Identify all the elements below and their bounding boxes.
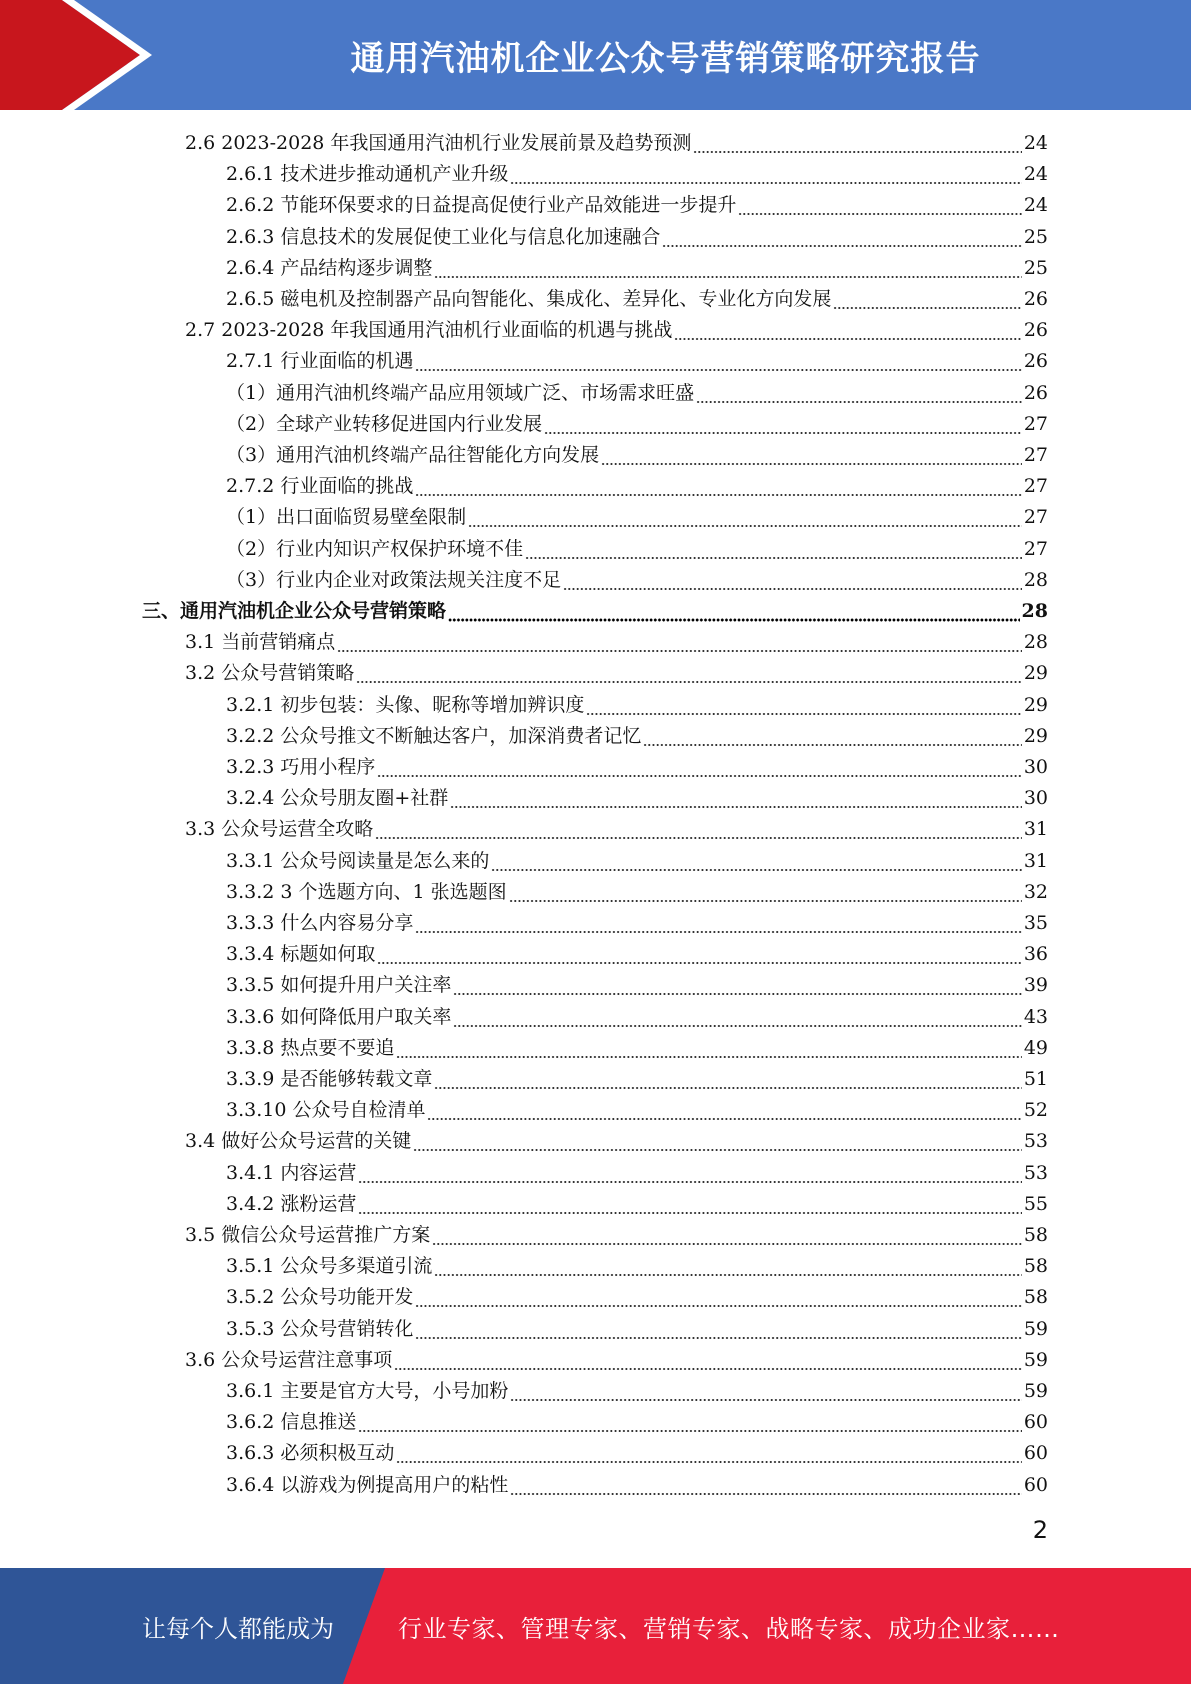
toc-entry[interactable] bbox=[185, 658, 1048, 689]
toc-entry[interactable] bbox=[226, 471, 1048, 502]
toc-entry-title: 3.6 公众号运营注意事项 bbox=[185, 1348, 393, 1371]
toc-dot-leader bbox=[434, 253, 1021, 284]
toc-dot-leader bbox=[358, 1407, 1021, 1438]
toc-entry-page: 59 bbox=[1023, 1380, 1048, 1402]
toc-entry-title: 2.6.4 产品结构逐步调整 bbox=[226, 256, 433, 279]
toc-dot-leader bbox=[377, 939, 1021, 970]
toc-entry[interactable] bbox=[226, 1002, 1048, 1033]
toc-entry[interactable] bbox=[226, 1033, 1048, 1064]
toc-dot-leader bbox=[510, 1470, 1021, 1501]
toc-entry-page: 27 bbox=[1023, 412, 1048, 435]
toc-entry-title: 3.3 公众号运营全攻略 bbox=[185, 818, 374, 841]
toc-dot-leader bbox=[434, 1251, 1021, 1282]
toc-dot-leader bbox=[833, 284, 1021, 315]
toc-entry-title: （1）出口面临贸易壁垒限制 bbox=[226, 506, 467, 529]
toc-entry-title: 2.7 2023-2028 年我国通用汽油机行业面临的机遇与挑战 bbox=[185, 319, 673, 342]
toc-entry[interactable] bbox=[226, 1376, 1048, 1407]
toc-entry-page: 32 bbox=[1023, 880, 1048, 903]
toc-entry-page: 52 bbox=[1023, 1099, 1048, 1122]
toc-entry-page: 28 bbox=[1023, 631, 1048, 654]
toc-entry-title: 3.5.2 公众号功能开发 bbox=[226, 1286, 414, 1309]
toc-entry[interactable] bbox=[226, 502, 1048, 533]
toc-dot-leader bbox=[432, 1220, 1022, 1251]
toc-entry[interactable] bbox=[226, 440, 1048, 471]
toc-entry-page: 27 bbox=[1023, 475, 1048, 498]
toc-entry-page: 24 bbox=[1023, 194, 1048, 217]
toc-entry[interactable] bbox=[226, 346, 1048, 377]
toc-dot-leader bbox=[601, 440, 1022, 471]
toc-entry-title: 3.4 做好公众号运营的关键 bbox=[185, 1130, 412, 1153]
toc-entry[interactable] bbox=[226, 1470, 1048, 1501]
toc-dot-leader bbox=[377, 752, 1021, 783]
toc-entry[interactable] bbox=[226, 378, 1048, 409]
toc-entry-title: 3.3.9 是否能够转载文章 bbox=[226, 1068, 433, 1090]
toc-entry-title: （3）行业内企业对政策法规关注度不足 bbox=[226, 568, 562, 591]
toc-entry-page: 60 bbox=[1023, 1411, 1048, 1434]
toc-dot-leader bbox=[427, 1095, 1021, 1126]
page-footer bbox=[0, 1568, 1191, 1684]
toc-entry-title: 2.7.1 行业面临的机遇 bbox=[226, 350, 414, 373]
toc-entry-title: 3.3.10 公众号自检清单 bbox=[226, 1099, 426, 1122]
toc-entry-page: 49 bbox=[1023, 1036, 1048, 1059]
toc-entry[interactable] bbox=[185, 814, 1048, 845]
toc-entry[interactable] bbox=[226, 409, 1048, 440]
toc-entry-page: 58 bbox=[1023, 1255, 1048, 1278]
toc-entry-page: 39 bbox=[1023, 974, 1048, 997]
toc-entry-page: 26 bbox=[1023, 288, 1048, 310]
toc-entry-page: 24 bbox=[1023, 163, 1048, 186]
page-number: 2 bbox=[1032, 1516, 1048, 1544]
toc-dot-leader bbox=[738, 190, 1021, 221]
toc-dot-leader bbox=[674, 315, 1021, 346]
toc-entry-page: 35 bbox=[1023, 912, 1048, 934]
toc-entry[interactable] bbox=[226, 1282, 1048, 1313]
toc-entry-title: 2.7.2 行业面临的挑战 bbox=[226, 475, 414, 498]
toc-entry-title: （2）全球产业转移促进国内行业发展 bbox=[226, 412, 543, 435]
toc-entry[interactable] bbox=[226, 1438, 1048, 1469]
toc-dot-leader bbox=[453, 1002, 1021, 1033]
toc-entry-title: 3.3.8 热点要不要追 bbox=[226, 1036, 395, 1059]
toc-entry[interactable] bbox=[142, 596, 1048, 627]
toc-dot-leader bbox=[415, 908, 1021, 939]
toc-entry-page: 55 bbox=[1023, 1192, 1048, 1215]
toc-entry-title: 3.3.4 标题如何取 bbox=[226, 943, 376, 966]
toc-dot-leader bbox=[510, 1376, 1021, 1407]
toc-entry-title: 3.5.1 公众号多渠道引流 bbox=[226, 1255, 433, 1278]
toc-entry[interactable] bbox=[226, 846, 1048, 877]
toc-entry[interactable] bbox=[185, 627, 1048, 658]
toc-entry[interactable] bbox=[226, 1189, 1048, 1220]
toc-entry[interactable] bbox=[226, 752, 1048, 783]
toc-entry[interactable] bbox=[185, 1345, 1048, 1376]
toc-entry[interactable] bbox=[226, 565, 1048, 596]
toc-entry-title: 2.6.1 技术进步推动通机产业升级 bbox=[226, 163, 509, 186]
toc-entry[interactable] bbox=[226, 190, 1048, 221]
toc-entry-title: 2.6.3 信息技术的发展促使工业化与信息化加速融合 bbox=[226, 225, 661, 248]
toc-entry-page: 31 bbox=[1023, 849, 1048, 872]
toc-entry[interactable] bbox=[185, 1126, 1048, 1157]
toc-entry-title: 3.4.2 涨粉运营 bbox=[226, 1192, 357, 1215]
toc-dot-leader bbox=[510, 159, 1021, 190]
toc-entry[interactable] bbox=[226, 1407, 1048, 1438]
toc-entry[interactable] bbox=[226, 159, 1048, 190]
toc-entry-page: 58 bbox=[1023, 1286, 1048, 1309]
toc-dot-leader bbox=[544, 409, 1022, 440]
toc-entry-title: 3.6.3 必须积极互动 bbox=[226, 1442, 395, 1465]
page-header bbox=[0, 0, 1191, 110]
toc-entry-page: 28 bbox=[1023, 568, 1048, 591]
toc-entry-title: （3）通用汽油机终端产品往智能化方向发展 bbox=[226, 444, 600, 466]
toc-entry-title: 3.3.1 公众号阅读量是怎么来的 bbox=[226, 849, 490, 872]
toc-entry[interactable] bbox=[226, 877, 1048, 908]
toc-entry-page: 27 bbox=[1023, 537, 1048, 560]
toc-dot-leader bbox=[396, 1438, 1021, 1469]
toc-entry-title: 三、通用汽油机企业公众号营销策略 bbox=[142, 600, 447, 622]
toc-entry-page: 28 bbox=[1021, 600, 1048, 622]
toc-entry[interactable] bbox=[226, 222, 1048, 253]
toc-entry-title: 3.2.1 初步包装：头像、昵称等增加辨识度 bbox=[226, 693, 585, 716]
toc-entry-title: （2）行业内知识产权保护环境不佳 bbox=[226, 537, 524, 560]
toc-entry-title: 2.6 2023-2028 年我国通用汽油机行业发展前景及趋势预测 bbox=[185, 132, 692, 154]
toc-entry-page: 43 bbox=[1023, 1005, 1048, 1028]
toc-entry-page: 25 bbox=[1023, 225, 1048, 248]
toc-dot-leader bbox=[696, 378, 1022, 409]
toc-entry-title: 3.2 公众号营销策略 bbox=[185, 662, 355, 685]
toc-dot-leader bbox=[693, 128, 1021, 159]
toc-entry[interactable] bbox=[185, 128, 1048, 159]
toc-entry-title: 3.2.2 公众号推文不断触达客户，加深消费者记忆 bbox=[226, 724, 642, 747]
toc-entry-page: 31 bbox=[1023, 818, 1048, 841]
toc-entry[interactable] bbox=[226, 1095, 1048, 1126]
toc-dot-leader bbox=[434, 1064, 1021, 1095]
toc-dot-leader bbox=[358, 1189, 1021, 1220]
toc-entry-page: 59 bbox=[1023, 1317, 1048, 1340]
toc-entry-page: 59 bbox=[1023, 1348, 1048, 1371]
toc-entry-title: 3.3.6 如何降低用户取关率 bbox=[226, 1005, 452, 1028]
toc-entry[interactable] bbox=[226, 939, 1048, 970]
toc-entry[interactable] bbox=[226, 253, 1048, 284]
toc-entry[interactable] bbox=[226, 783, 1048, 814]
toc-entry-page: 29 bbox=[1023, 693, 1048, 716]
toc-entry-page: 26 bbox=[1023, 381, 1048, 404]
toc-entry-title: 3.2.4 公众号朋友圈+社群 bbox=[226, 787, 449, 810]
toc-entry-page: 25 bbox=[1023, 256, 1048, 279]
toc-entry-page: 60 bbox=[1023, 1473, 1048, 1496]
toc-entry-title: 3.5.3 公众号营销转化 bbox=[226, 1317, 414, 1340]
toc-dot-leader bbox=[356, 658, 1022, 689]
toc-dot-leader bbox=[375, 814, 1022, 845]
toc-entry-title: 3.6.4 以游戏为例提高用户的粘性 bbox=[226, 1473, 509, 1496]
toc-dot-leader bbox=[586, 690, 1021, 721]
toc-entry-page: 24 bbox=[1023, 132, 1048, 154]
toc-entry[interactable] bbox=[185, 315, 1048, 346]
toc-entry[interactable] bbox=[226, 908, 1048, 939]
toc-entry-page: 29 bbox=[1023, 662, 1048, 685]
toc-dot-leader bbox=[413, 1126, 1022, 1157]
toc-entry-title: 3.6.2 信息推送 bbox=[226, 1411, 357, 1434]
toc-entry-page: 30 bbox=[1023, 787, 1048, 810]
toc-entry-title: 3.6.1 主要是官方大号，小号加粉 bbox=[226, 1380, 509, 1402]
toc-entry[interactable] bbox=[226, 1314, 1048, 1345]
toc-dot-leader bbox=[563, 565, 1022, 596]
toc-entry-title: 3.3.3 什么内容易分享 bbox=[226, 912, 414, 934]
report-title: 通用汽油机企业公众号营销策略研究报告 bbox=[350, 38, 981, 79]
toc-entry-title: 3.2.3 巧用小程序 bbox=[226, 756, 376, 778]
toc-entry-page: 53 bbox=[1023, 1130, 1048, 1153]
toc-dot-leader bbox=[337, 627, 1022, 658]
toc-entry-page: 53 bbox=[1023, 1161, 1048, 1184]
toc-entry-page: 60 bbox=[1023, 1442, 1048, 1465]
toc-entry-page: 30 bbox=[1023, 756, 1048, 778]
toc-dot-leader bbox=[525, 534, 1022, 565]
footer-slogan-right: 行业专家、管理专家、营销专家、战略专家、成功企业家…… bbox=[398, 1614, 1060, 1643]
toc-dot-leader bbox=[358, 1158, 1021, 1189]
toc-entry-page: 27 bbox=[1023, 506, 1048, 529]
toc-entry-title: 2.6.5 磁电机及控制器产品向智能化、集成化、差异化、专业化方向发展 bbox=[226, 288, 832, 310]
toc-dot-leader bbox=[396, 1033, 1021, 1064]
toc-dot-leader bbox=[415, 1282, 1021, 1313]
toc-dot-leader bbox=[415, 1314, 1021, 1345]
toc-entry[interactable] bbox=[226, 1064, 1048, 1095]
toc-entry-title: 3.3.2 3 个选题方向、1 张选题图 bbox=[226, 880, 507, 903]
toc-entry-page: 26 bbox=[1023, 350, 1048, 373]
toc-entry[interactable] bbox=[226, 534, 1048, 565]
toc-entry[interactable] bbox=[226, 284, 1048, 315]
toc-dot-leader bbox=[415, 471, 1021, 502]
toc-dot-leader bbox=[415, 346, 1021, 377]
toc-entry-page: 27 bbox=[1023, 444, 1048, 466]
toc-dot-leader bbox=[450, 783, 1022, 814]
toc-dot-leader bbox=[448, 596, 1020, 627]
toc-entry-page: 58 bbox=[1023, 1224, 1048, 1246]
toc-entry[interactable] bbox=[226, 1251, 1048, 1282]
toc-dot-leader bbox=[509, 877, 1022, 908]
toc-entry-title: 2.6.2 节能环保要求的日益提高促使行业产品效能进一步提升 bbox=[226, 194, 737, 217]
toc-entry-page: 26 bbox=[1023, 319, 1048, 342]
toc-dot-leader bbox=[662, 222, 1021, 253]
toc-entry-title: 3.1 当前营销痛点 bbox=[185, 631, 336, 654]
toc-dot-leader bbox=[453, 970, 1021, 1001]
toc-entry-page: 36 bbox=[1023, 943, 1048, 966]
toc-entry-title: （1）通用汽油机终端产品应用领域广泛、市场需求旺盛 bbox=[226, 381, 695, 404]
toc-dot-leader bbox=[468, 502, 1022, 533]
toc-entry[interactable] bbox=[226, 970, 1048, 1001]
toc-dot-leader bbox=[394, 1345, 1022, 1376]
toc-entry-title: 3.5 微信公众号运营推广方案 bbox=[185, 1224, 431, 1246]
footer-slogan-left: 让每个人都能成为 bbox=[142, 1614, 334, 1643]
toc-entry-title: 3.4.1 内容运营 bbox=[226, 1161, 357, 1184]
toc-entry[interactable] bbox=[226, 690, 1048, 721]
toc-entry[interactable] bbox=[185, 1220, 1048, 1251]
toc-dot-leader bbox=[491, 846, 1021, 877]
toc-entry[interactable] bbox=[226, 1158, 1048, 1189]
toc-entry[interactable] bbox=[226, 721, 1048, 752]
toc-dot-leader bbox=[643, 721, 1021, 752]
toc-entry-page: 51 bbox=[1023, 1068, 1048, 1090]
toc-entry-page: 29 bbox=[1023, 724, 1048, 747]
toc-entry-title: 3.3.5 如何提升用户关注率 bbox=[226, 974, 452, 997]
